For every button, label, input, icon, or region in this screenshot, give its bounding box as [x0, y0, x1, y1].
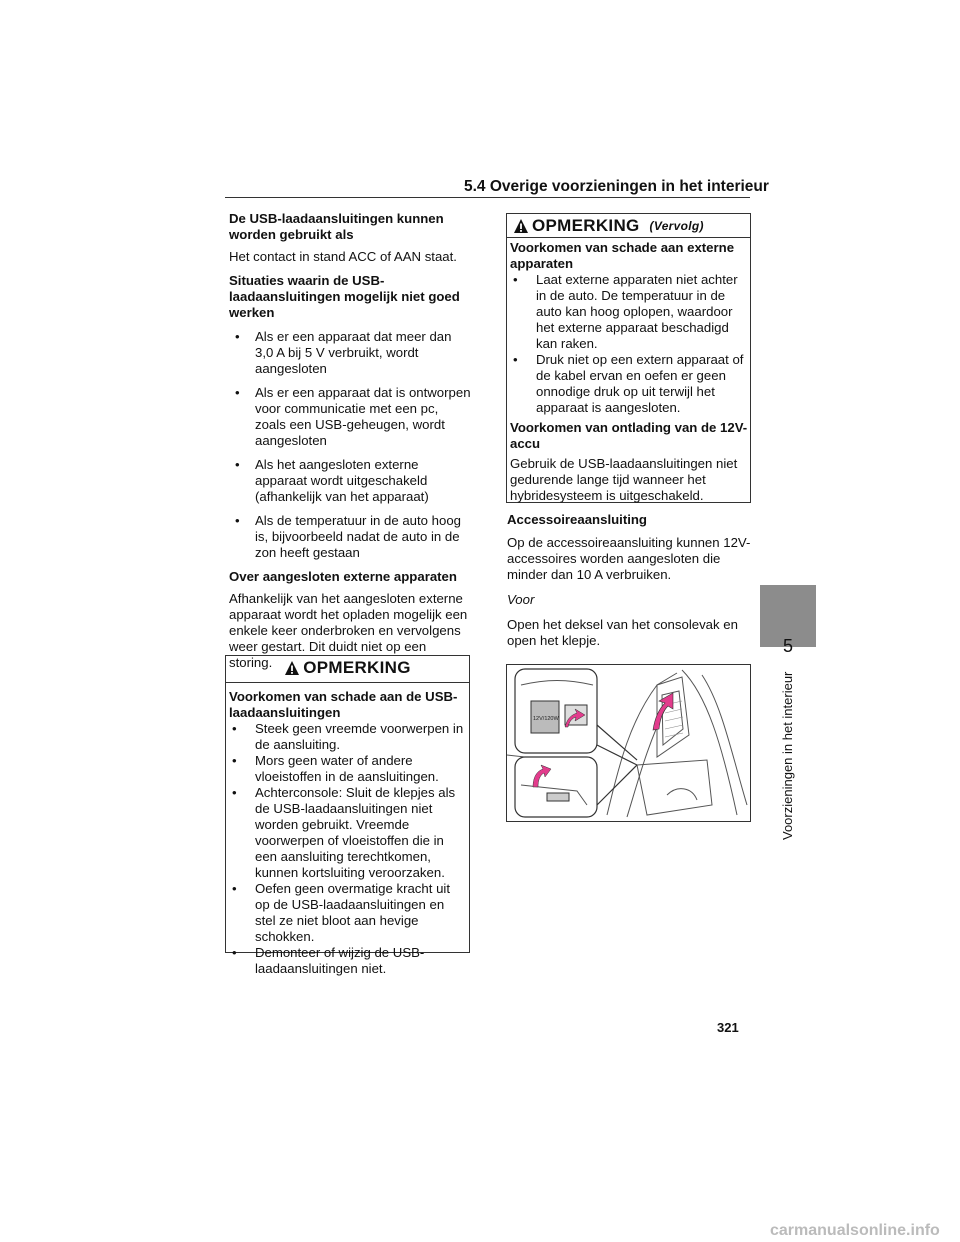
- notice-heading: Voorkomen van ontlading van de 12V-accu: [510, 420, 748, 451]
- page-number: 321: [717, 1020, 739, 1035]
- console-drawing: [507, 665, 750, 821]
- label-front: Voor: [507, 592, 535, 607]
- paragraph-contact: Het contact in stand ACC of AAN staat.: [229, 249, 457, 264]
- header-divider: [225, 197, 750, 198]
- notice-heading: Voorkomen van schade aan de USB-laadaansluitingen: [229, 689, 458, 720]
- notice-paragraph: Gebruik de USB-laadaansluitingen niet gedurende lange tijd wanneer het hybridesysteem is uitgeschakeld.: [510, 456, 738, 503]
- notice-list: [510, 272, 748, 416]
- heading-external-devices: Over aangesloten externe apparaten: [229, 569, 457, 584]
- list-item: • Mors geen water of andere vloeistoffen in de aansluitingen.: [229, 753, 467, 785]
- notice-box-usb: [225, 655, 470, 976]
- watermark: carmanualsonline.info: [770, 1222, 940, 1239]
- list-item: • Demonteer of wijzig de USB-laadaansluitingen niet.: [229, 945, 467, 977]
- socket-label: 12V/120W: [533, 716, 559, 722]
- list-item: • Steek geen vreemde voorwerpen in de aansluiting.: [229, 721, 467, 753]
- list-item: • Achterconsole: Sluit de klepjes als de USB-laadaansluitingen niet worden gebruikt. Vreemde voorwerpen of vloeistoffen die in een aansluiting terechtkomen, kunnen kortsluiting veroorzaken.: [229, 785, 467, 881]
- notice-title-text: OPMERKING: [532, 216, 640, 235]
- list-item: • Als de temperatuur in de auto hoog is, bijvoorbeeld nadat de auto in de zon heeft gestaan: [229, 513, 471, 561]
- notice-list: [229, 721, 467, 977]
- chapter-label-text: Voorzieningen in het interieur: [780, 671, 795, 840]
- left-column: [229, 211, 471, 671]
- list-item: • Laat externe apparaten niet achter in de auto. De temperatuur in de auto kan hoog oplopen, waardoor het externe apparaat beschadigd kan raken.: [510, 272, 748, 352]
- console-illustration: [506, 664, 751, 822]
- notice-box-external: [506, 213, 751, 503]
- warning-icon: [513, 218, 529, 234]
- list-item: • Druk niet op een extern apparaat of de kabel ervan en oefen er geen onnodige druk op uit terwijl het apparaat is aangesloten.: [510, 352, 748, 416]
- heading-accessory-socket: Accessoireaansluiting: [507, 512, 647, 527]
- list-item: • Als er een apparaat dat is ontworpen voor communicatie met een pc, zoals een USB-geheugen, wordt aangesloten: [229, 385, 471, 449]
- situations-list: [229, 329, 471, 561]
- paragraph-external-devices: Afhankelijk van het aangesloten externe apparaat wordt het opladen mogelijk een enkele keer onderbroken en vervolgens weer gestart. Dit duidt niet op een storing.: [229, 591, 468, 670]
- warning-icon: [284, 660, 300, 676]
- continued-label: (Vervolg): [649, 219, 704, 233]
- list-item: • Als het aangesloten externe apparaat wordt uitgeschakeld (afhankelijk van het apparaat): [229, 457, 471, 505]
- notice-heading: Voorkomen van schade aan externe apparaten: [510, 240, 735, 271]
- heading-usb-use: De USB-laadaansluitingen kunnen worden gebruikt als: [229, 211, 444, 242]
- heading-situations: Situaties waarin de USB-laadaansluitingen mogelijk niet goed werken: [229, 273, 460, 320]
- paragraph-accessory-socket: Op de accessoireaansluiting kunnen 12V-accessoires worden aangesloten die minder dan 10 A verbruiken.: [507, 535, 751, 582]
- section-title: 5.4 Overige voorzieningen in het interieur: [464, 178, 769, 195]
- chapter-number: 5: [782, 636, 793, 656]
- notice-title-text: OPMERKING: [303, 658, 411, 677]
- notice-title: [226, 657, 469, 679]
- paragraph-open-lid: Open het deksel van het consolevak en open het klepje.: [507, 617, 738, 648]
- right-column: [507, 512, 752, 649]
- list-item: • Oefen geen overmatige kracht uit op de USB-laadaansluitingen en stel ze niet bloot aan hevige schokken.: [229, 881, 467, 945]
- list-item: • Als er een apparaat dat meer dan 3,0 A bij 5 V verbruikt, wordt aangesloten: [229, 329, 471, 377]
- chapter-label: [780, 650, 794, 840]
- notice-title: [507, 215, 750, 237]
